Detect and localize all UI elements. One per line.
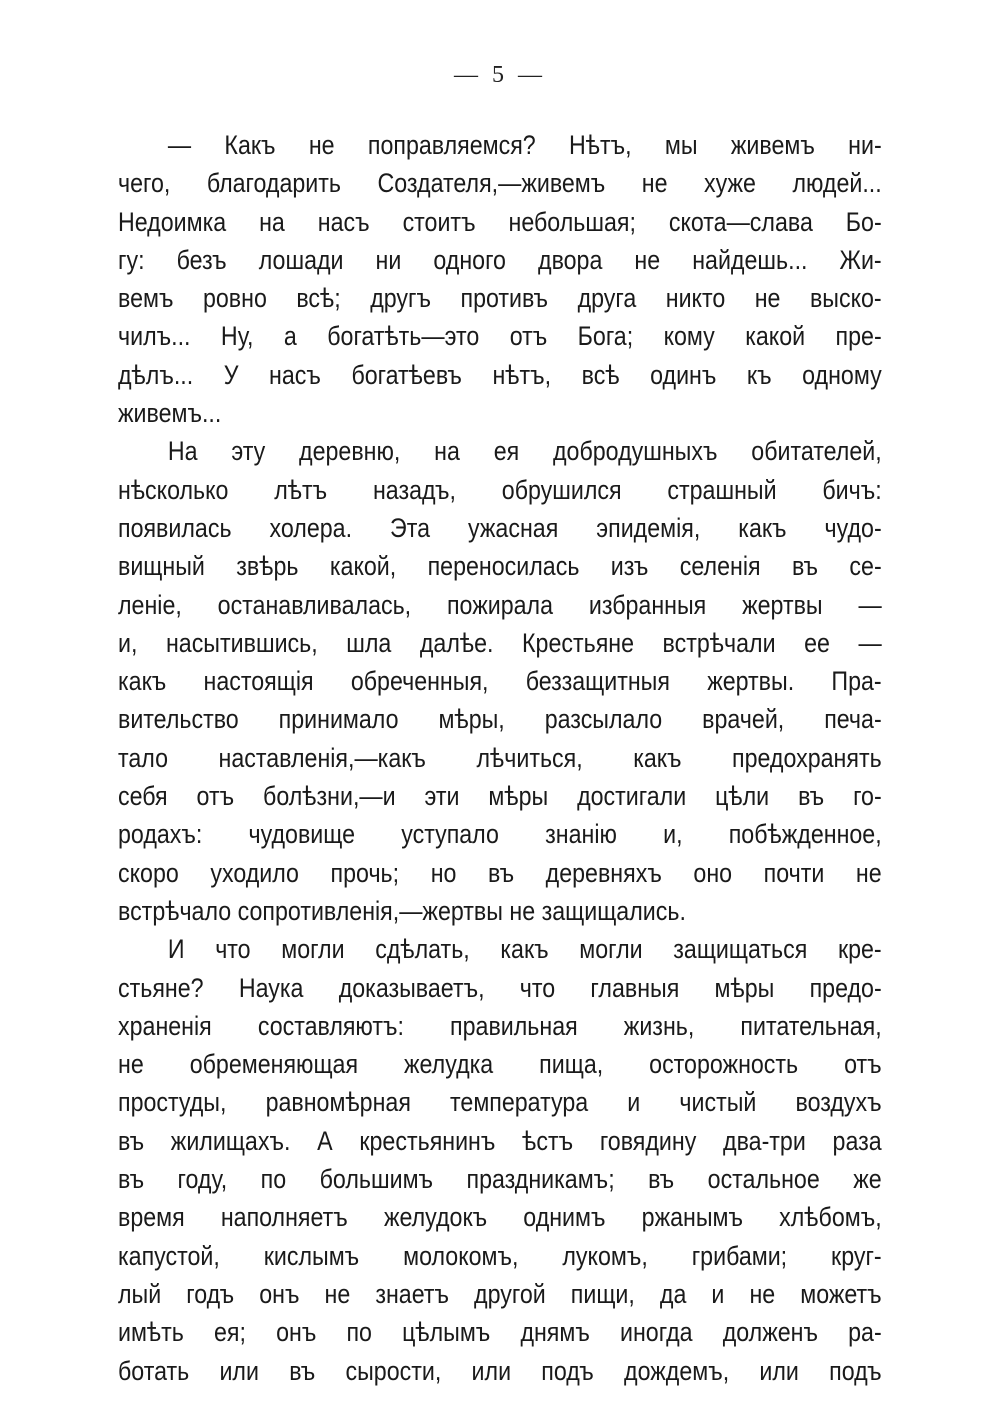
text-line: лый годъ онъ не знаетъ другой пищи, да и не можетъ [118,1278,882,1309]
text-line: себя отъ болѣзни,—и эти мѣры достигали цѣли въ го- [118,781,882,812]
text-line: — Какъ не поправляемся? Нѣтъ, мы живемъ ни- [167,130,882,160]
text-line: родахъ: чудовище уступало знанію и, побѣжденное, [118,819,882,850]
text-line: и, насытившись, шла далѣе. Крестьяне встрѣчали ее — [118,627,882,658]
text-line: имѣть ея; онъ по цѣлымъ днямъ иногда долженъ ра- [118,1317,882,1348]
text-line: И что могли сдѣлать, какъ могли защищаться кре- [167,934,882,965]
text-line: встрѣчало сопротивленія,—жертвы не защищались. [118,895,686,926]
text-line: На эту деревню, на ея добродушныхъ обитателей, [167,436,882,467]
text-line: появилась холера. Эта ужасная эпидемія, какъ чудо- [118,512,882,543]
text-line: въ году, по большимъ праздникамъ; въ остальное же [118,1164,882,1195]
text-line: не обременяющая желудка пища, осторожность отъ [118,1049,882,1080]
text-line: храненія составляютъ: правильная жизнь, питательная, [118,1010,882,1041]
text-line: скоро уходило прочь; но въ деревняхъ оно почти не [118,857,882,888]
text-line: въ жилищахъ. А крестьянинъ ѣстъ говядину два-три раза [118,1125,882,1156]
text-line: вительство принимало мѣры, разсылало врачей, печа- [118,704,882,735]
text-line: Недоимка на насъ стоитъ небольшая; скота—слава Бо- [118,206,882,237]
text-line: простуды, равномѣрная температура и чистый воздухъ [118,1087,882,1118]
text-line: чего, благодарить Создателя,—живемъ не хуже людей... [118,168,882,199]
text-line: тало наставленія,—какъ лѣчиться, какъ предохранять [118,742,882,773]
text-line: время наполняетъ желудокъ однимъ ржанымъ хлѣбомъ, [118,1202,882,1233]
text-line: гу: безъ лошади ни одного двора не найдешь... Жи- [118,244,882,275]
text-line: вемъ ровно всѣ; другъ противъ друга никто не выско- [118,283,882,314]
text-line: ботать или въ сырости, или подъ дождемъ, или подъ [118,1355,882,1386]
text-line: леніе, останавливалась, пожирала избранныя жертвы — [118,589,882,620]
text-line: живемъ... [118,398,222,429]
body-text [118,126,882,1390]
text-line: вищный звѣрь какой, переносилась изъ селенія въ се- [118,551,882,582]
text-line: нѣсколько лѣтъ назадъ, обрушился страшный бичъ: [118,474,882,505]
text-line: чилъ... Ну, а богатѣть—это отъ Бога; кому какой пре- [118,321,882,352]
text-line: капустой, кислымъ молокомъ, лукомъ, грибами; круг- [118,1240,882,1271]
text-line: стьяне? Наука доказываетъ, что главныя мѣры предо- [118,972,882,1003]
text-line: какъ настоящія обреченныя, беззащитныя жертвы. Пра- [118,666,882,697]
page-number: — 5 — [454,62,546,88]
text-line: дѣлъ... У насъ богатѣевъ нѣтъ, всѣ одинъ къ одному [118,359,882,390]
